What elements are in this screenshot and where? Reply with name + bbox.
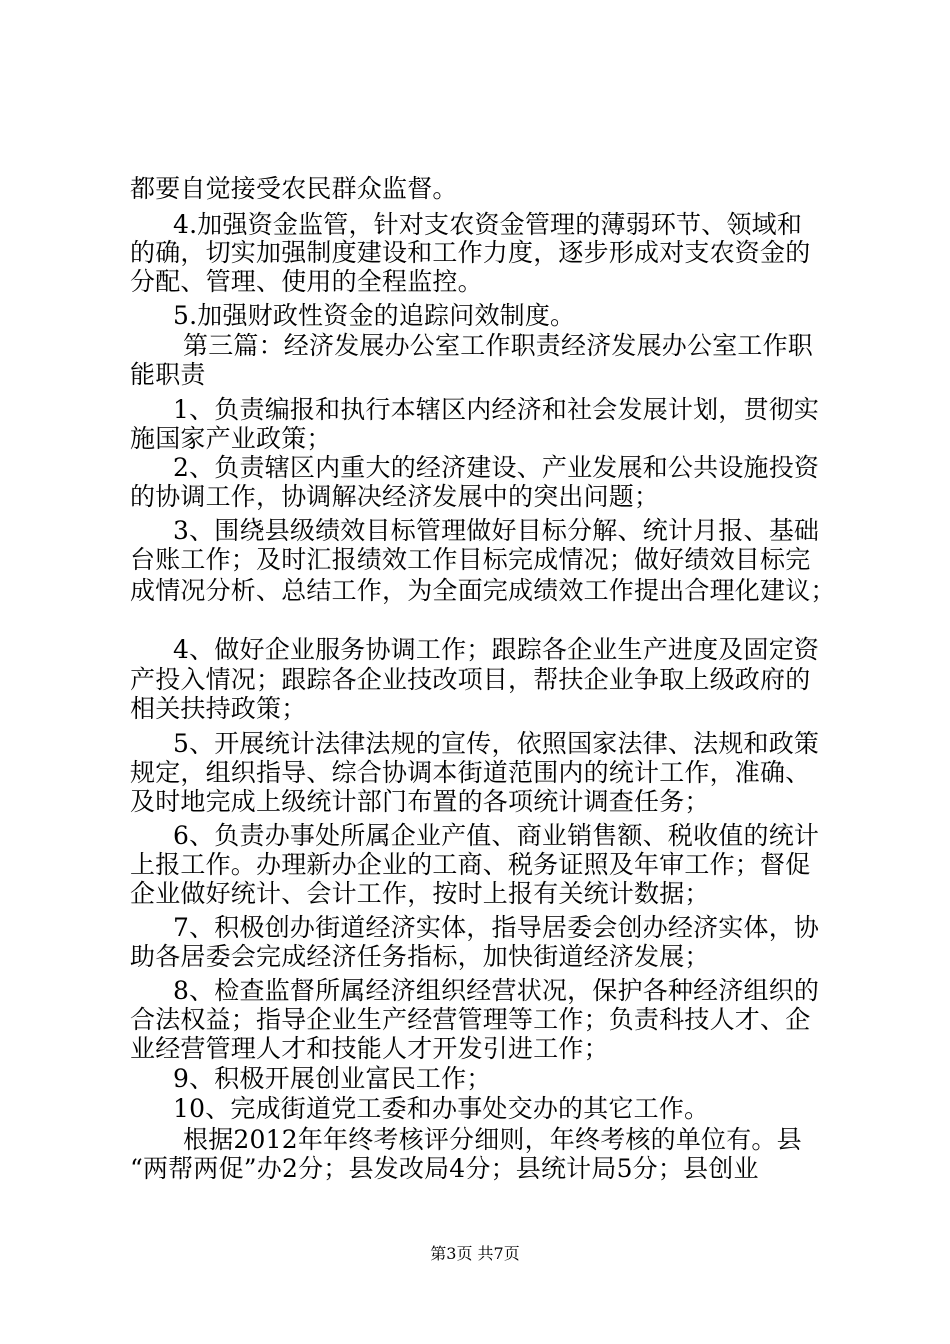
text-line: 产投入情况；跟踪各企业技改项目，帮扶企业争取上级政府的: [130, 665, 811, 694]
text-line: 台账工作；及时汇报绩效工作目标完成情况；做好绩效目标完: [130, 545, 811, 574]
text-line: 3、围绕县级绩效目标管理做好目标分解、统计月报、基础: [173, 516, 820, 545]
text-line: “两帮两促”办2分；县发改局4分；县统计局5分；县创业: [130, 1154, 759, 1183]
text-line: 4.加强资金监管，针对支农资金管理的薄弱环节、领域和: [173, 210, 803, 239]
text-line: 成情况分析、总结工作，为全面完成绩效工作提出合理化建议；: [130, 576, 836, 605]
text-line: 10、完成街道党工委和办事处交办的其它工作。: [173, 1094, 710, 1123]
text-line: 施国家产业政策；: [130, 424, 332, 453]
text-line: 都要自觉接受农民群众监督。: [130, 174, 458, 203]
text-line: 业经营管理人才和技能人才开发引进工作；: [130, 1034, 609, 1063]
page-number-footer: 第3页 共7页: [430, 1244, 520, 1263]
text-line: 1、负责编报和执行本辖区内经济和社会发展计划，贯彻实: [173, 395, 820, 424]
text-line: 的协调工作，协调解决经济发展中的突出问题；: [130, 482, 660, 511]
text-line: 2、负责辖区内重大的经济建设、产业发展和公共设施投资: [173, 453, 820, 482]
text-line: 上报工作。办理新办企业的工商、税务证照及年审工作；督促: [130, 850, 811, 879]
text-line: 规定，组织指导、综合协调本街道范围内的统计工作，准确、: [130, 758, 811, 787]
text-line: 及时地完成上级统计部门布置的各项统计调查任务；: [130, 787, 710, 816]
text-line: 7、积极创办街道经济实体，指导居委会创办经济实体，协: [173, 913, 820, 942]
text-line: 根据2012年年终考核评分细则，年终考核的单位有。县: [183, 1125, 802, 1154]
text-line: 8、检查监督所属经济组织经营状况，保护各种经济组织的: [173, 976, 820, 1005]
text-line: 相关扶持政策；: [130, 694, 307, 723]
text-line: 9、积极开展创业富民工作；: [173, 1064, 492, 1093]
text-line: 分配、管理、使用的全程监控。: [130, 267, 483, 296]
section-heading: 第三篇：经济发展办公室工作职责经济发展办公室工作职: [183, 331, 814, 360]
text-line: 5.加强财政性资金的追踪问效制度。: [173, 301, 576, 330]
text-line: 助各居委会完成经济任务指标，加快街道经济发展；: [130, 942, 710, 971]
text-line: 4、做好企业服务协调工作；跟踪各企业生产进度及固定资: [173, 635, 820, 664]
section-heading: 能职责: [130, 360, 206, 389]
text-line: 合法权益；指导企业生产经营管理等工作；负责科技人才、企: [130, 1005, 811, 1034]
text-line: 5、开展统计法律法规的宣传，依照国家法律、法规和政策: [173, 729, 820, 758]
text-line: 企业做好统计、会计工作，按时上报有关统计数据；: [130, 879, 710, 908]
text-line: 6、负责办事处所属企业产值、商业销售额、税收值的统计: [173, 821, 820, 850]
text-line: 的确，切实加强制度建设和工作力度，逐步形成对支农资金的: [130, 238, 811, 267]
